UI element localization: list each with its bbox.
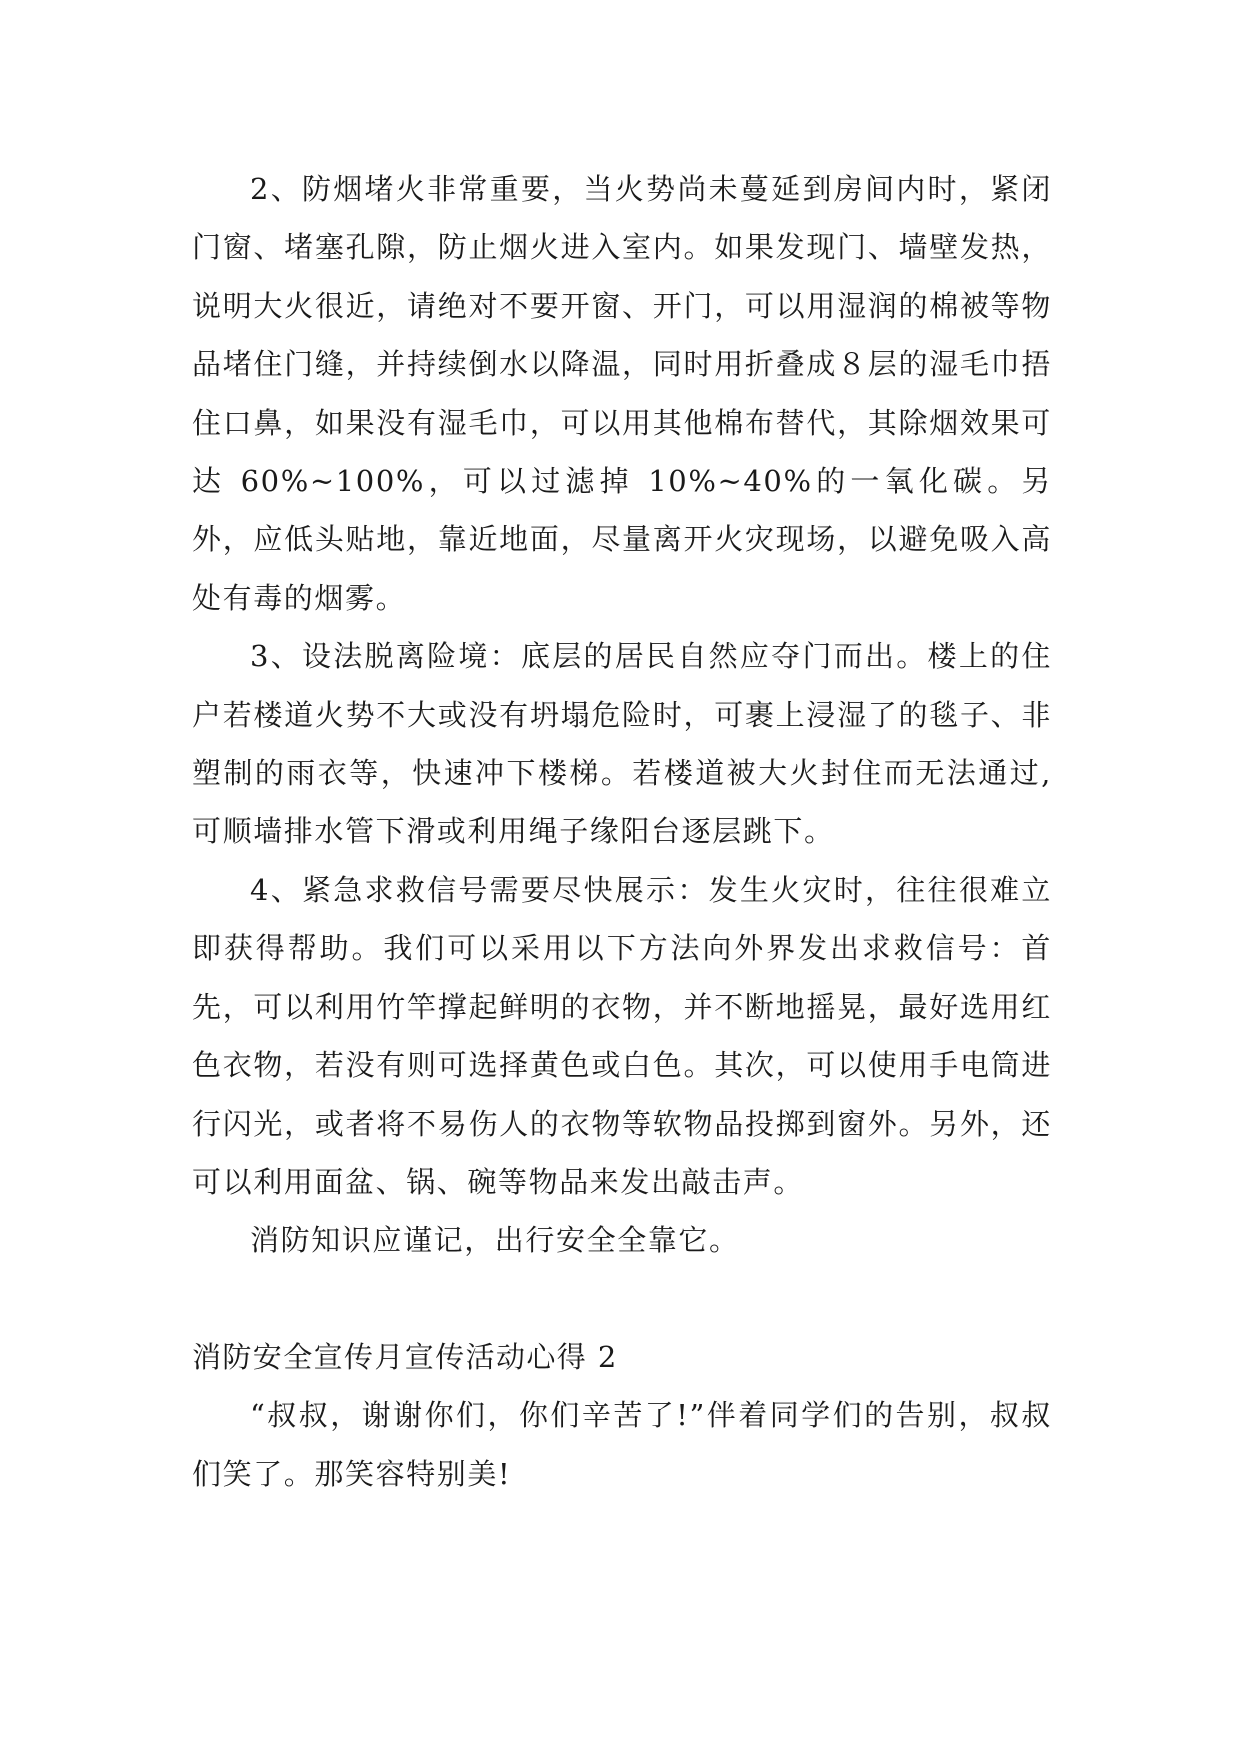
paragraph-distress-signal: 4、紧急求救信号需要尽快展示：发生火灾时，往往很难立即获得帮助。我们可以采用以下方法向外界发出求救信号：首先，可以利用竹竿撑起鲜明的衣物，并不断地摇晃，最好选用红色衣物，若没有则可选择黄色或白色。其次，可以使用手电筒进行闪光，或者将不易伤人的衣物等软物品投掷到窗外。另外，还可以利用面盆、锅、碗等物品来发出敲击声。	[192, 872, 1052, 1199]
section-paragraph: “叔叔，谢谢你们，你们辛苦了!”伴着同学们的告别，叔叔们笑了。那笑容特别美!	[192, 1398, 1052, 1491]
paragraph-smoke-prevention: 2、防烟堵火非常重要，当火势尚未蔓延到房间内时，紧闭门窗、堵塞孔隙，防止烟火进入室内。如果发现门、墙壁发热，说明大火很近，请绝对不要开窗、开门，可以用湿润的棉被等物品堵住门缝，并持续倒水以降温，同时用折叠成８层的湿毛巾捂住口鼻，如果没有湿毛巾，可以用其他棉布替代，其除烟效果可达 60%~100%，可以过滤掉 10%~40%的一氧化碳。另外，应低头贴地，靠近地面，尽量离开火灾现场，以避免吸入高处有毒的烟雾。	[192, 172, 1052, 615]
closing-line: 消防知识应谨记，出行安全全靠它。	[250, 1223, 740, 1258]
section-title: 消防安全宣传月宣传活动心得 2	[192, 1339, 618, 1374]
paragraph-escape: 3、设法脱离险境：底层的居民自然应夺门而出。楼上的住户若楼道火势不大或没有坍塌危险时，可裹上浸湿了的毯子、非塑制的雨衣等，快速冲下楼梯。若楼道被大火封住而无法通过,可顺墙排水管下滑或利用绳子缘阳台逐层跳下。	[192, 639, 1052, 849]
document-body	[192, 160, 1052, 1503]
